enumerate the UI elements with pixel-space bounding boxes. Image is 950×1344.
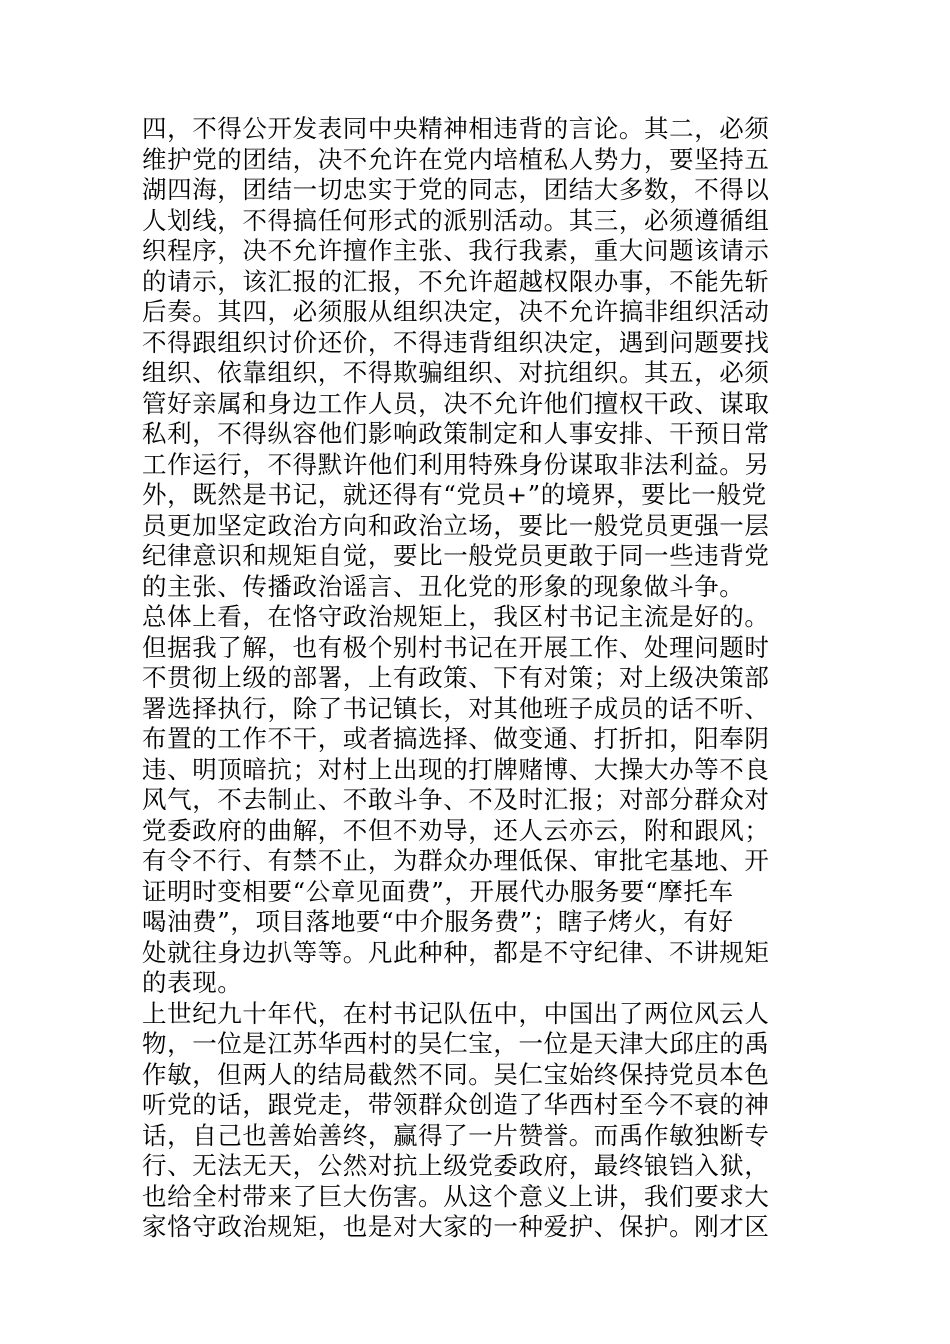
text-line: 后奏。其四，必须服从组织决定，决不允许搞非组织活动 bbox=[142, 297, 770, 326]
text-line: 纪律意识和规矩自觉，要比一般党员更敢于同一些违背党 bbox=[142, 541, 770, 570]
text-line: 四，不得公开发表同中央精神相违背的言论。其二，必须 bbox=[142, 114, 770, 143]
text-line: 维护党的团结，决不允许在党内培植私人势力，要坚持五 bbox=[142, 144, 770, 174]
text-line: 的请示，该汇报的汇报，不允许超越权限办事，不能先斩 bbox=[142, 266, 770, 296]
text-line: 党委政府的曲解，不但不劝导，还人云亦云，附和跟风； bbox=[142, 815, 770, 845]
text-line: 话，自己也善始善终，赢得了一片赞誉。而禹作敏独断专 bbox=[142, 1120, 770, 1150]
text-line: 作敏，但两人的结局截然不同。吴仁宝始终保持党员本色 bbox=[142, 1059, 770, 1089]
text-line: 组织、依靠组织，不得欺骗组织、对抗组织。其五，必须 bbox=[142, 358, 770, 387]
text-line: 风气，不去制止、不敢斗争、不及时汇报；对部分群众对 bbox=[142, 785, 770, 814]
text-line: 家恪守政治规矩，也是对大家的一种爱护、保护。刚才区 bbox=[142, 1212, 770, 1241]
text-line: 也给全村带来了巨大伤害。从这个意义上讲，我们要求大 bbox=[142, 1181, 770, 1211]
text-line: 不贯彻上级的部署，上有政策、下有对策；对上级决策部 bbox=[142, 663, 770, 692]
text-line: 处就往身边扒等等。凡此种种，都是不守纪律、不讲规矩 bbox=[142, 937, 770, 967]
text-line: 湖四海，团结一切忠实于党的同志，团结大多数，不得以 bbox=[142, 175, 770, 204]
text-line: 私利，不得纵容他们影响政策制定和人事安排、干预日常 bbox=[142, 419, 770, 448]
text-line: 证明时变相要“公章见面费”，开展代办服务要“摩托车 bbox=[142, 876, 734, 906]
text-line: 有令不行、有禁不止，为群众办理低保、审批宅基地、开 bbox=[142, 846, 770, 875]
text-line: 署选择执行，除了书记镇长，对其他班子成员的话不听、 bbox=[142, 693, 770, 723]
text-line: 但据我了解，也有极个别村书记在开展工作、处理问题时 bbox=[142, 632, 770, 662]
text-line: 员更加坚定政治方向和政治立场，要比一般党员更强一层 bbox=[142, 510, 770, 540]
text-line: 管好亲属和身边工作人员，决不允许他们擅权干政、谋取 bbox=[142, 388, 770, 418]
text-line: 物，一位是江苏华西村的吴仁宝，一位是天津大邱庄的禹 bbox=[142, 1029, 770, 1058]
text-line: 的表现。 bbox=[142, 968, 243, 997]
text-line: 行、无法无天，公然对抗上级党委政府，最终锒铛入狱， bbox=[142, 1151, 770, 1180]
text-line: 喝油费”，项目落地要“中介服务费”；瞎子烤火，有好 bbox=[142, 907, 734, 936]
text-line: 织程序，决不允许擅作主张、我行我素，重大问题该请示 bbox=[142, 236, 770, 265]
text-line: 外，既然是书记，就还得有“党员+”的境界，要比一般党 bbox=[142, 480, 767, 509]
document-body bbox=[142, 114, 807, 1243]
text-line: 布置的工作不干，或者搞选择、做变通、打折扣，阳奉阴 bbox=[142, 724, 770, 753]
text-line: 违、明顶暗抗；对村上出现的打牌赌博、大操大办等不良 bbox=[142, 754, 770, 784]
text-line: 工作运行，不得默许他们利用特殊身份谋取非法利益。另 bbox=[142, 449, 770, 479]
text-line: 上世纪九十年代，在村书记队伍中，中国出了两位风云人 bbox=[142, 998, 770, 1028]
text-line: 人划线，不得搞任何形式的派别活动。其三，必须遵循组 bbox=[142, 205, 770, 235]
text-line: 不得跟组织讨价还价，不得违背组织决定，遇到问题要找 bbox=[142, 327, 770, 357]
text-line: 的主张、传播政治谣言、丑化党的形象的现象做斗争。 bbox=[142, 571, 745, 601]
text-line: 总体上看，在恪守政治规矩上，我区村书记主流是好的。 bbox=[142, 602, 770, 631]
text-line: 听党的话，跟党走，带领群众创造了华西村至今不衰的神 bbox=[142, 1090, 770, 1119]
